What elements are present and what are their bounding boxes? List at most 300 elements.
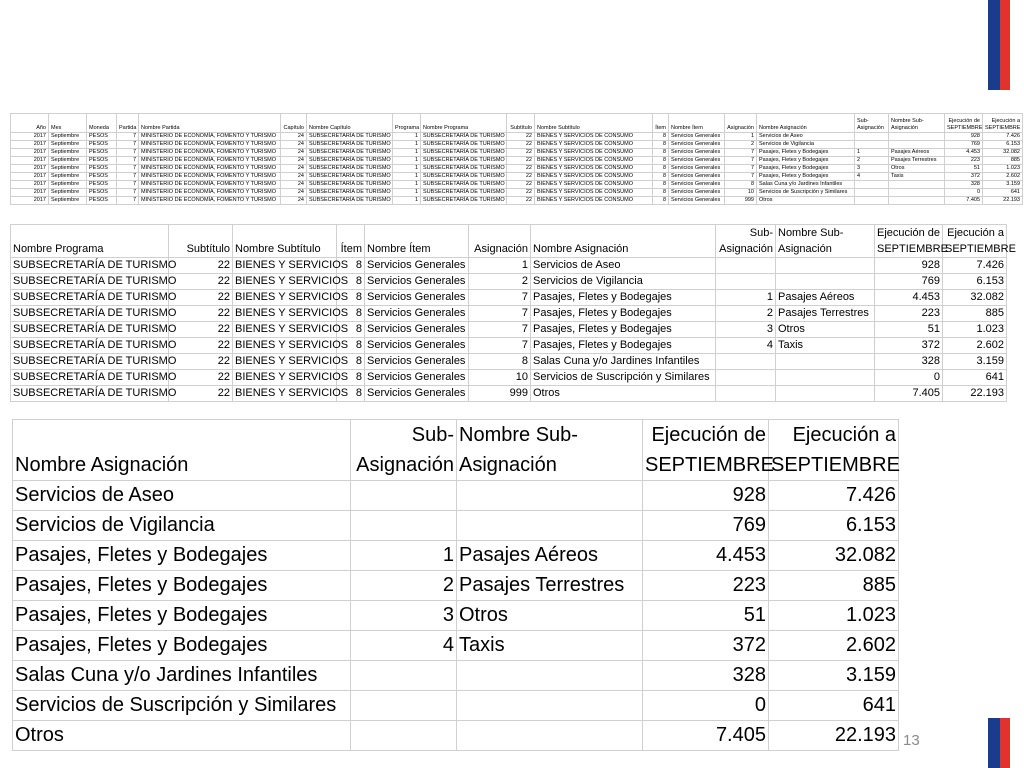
table-cell: 7 xyxy=(117,165,139,173)
table-row xyxy=(11,165,1023,173)
table-cell: BIENES Y SERVICIOS xyxy=(233,354,337,370)
table-cell: 24 xyxy=(281,197,307,205)
table-cell: Servicios Generales xyxy=(365,370,469,386)
table-cell: MINISTERIO DE ECONOMÍA, FOMENTO Y TURISMO xyxy=(139,141,281,149)
table-cell: Otros xyxy=(776,322,875,338)
table-cell: 1 xyxy=(469,258,531,274)
table-cell: 2.602 xyxy=(943,338,1007,354)
table-cell: SUBSECRETARÍA DE TURISMO xyxy=(307,189,393,197)
table-cell: Servicios de Vigilancia xyxy=(13,511,351,541)
table-cell: SUBSECRETARÍA DE TURISMO xyxy=(11,370,169,386)
table-cell: Servicios de Suscripción y Similares xyxy=(531,370,716,386)
table-cell: BIENES Y SERVICIOS xyxy=(233,306,337,322)
table-cell: 928 xyxy=(875,258,943,274)
table-cell: 7.405 xyxy=(643,721,769,751)
table-cell: 2017 xyxy=(11,165,49,173)
table-cell: 999 xyxy=(469,386,531,402)
column-header: Nombre Asignación xyxy=(757,114,855,133)
table-cell: 22 xyxy=(169,386,233,402)
table-cell: PESOS xyxy=(87,133,117,141)
table-cell: 1 xyxy=(393,133,421,141)
table-cell xyxy=(776,354,875,370)
table-cell: 7 xyxy=(117,181,139,189)
table-cell: 2 xyxy=(469,274,531,290)
table-cell: SUBSECRETARÍA DE TURISMO xyxy=(421,133,507,141)
table-cell: 8 xyxy=(337,354,365,370)
column-header: Partida xyxy=(117,114,139,133)
table-cell: 8 xyxy=(653,157,669,165)
table-cell: 999 xyxy=(725,197,757,205)
table-cell: Otros xyxy=(531,386,716,402)
table-cell: 7 xyxy=(469,290,531,306)
table-cell: 1 xyxy=(393,197,421,205)
table-cell: Septiembre xyxy=(49,189,87,197)
table-row xyxy=(13,481,899,511)
table-cell: 7 xyxy=(725,165,757,173)
table-cell: 24 xyxy=(281,189,307,197)
table-cell: 22 xyxy=(169,306,233,322)
table-cell: BIENES Y SERVICIOS xyxy=(233,370,337,386)
table-cell: 8 xyxy=(337,274,365,290)
table-cell xyxy=(776,258,875,274)
table-cell: 51 xyxy=(643,601,769,631)
table-cell: 8 xyxy=(469,354,531,370)
table-cell xyxy=(855,133,889,141)
table-cell: Septiembre xyxy=(49,133,87,141)
column-header: Capítulo xyxy=(281,114,307,133)
stripe-red xyxy=(1000,0,1010,90)
table-cell: BIENES Y SERVICIOS DE CONSUMO xyxy=(535,141,653,149)
small-data-table xyxy=(10,113,1023,205)
table-cell: Servicios Generales xyxy=(365,354,469,370)
column-header: Nombre Ítem xyxy=(669,114,725,133)
table-cell xyxy=(776,370,875,386)
table-cell xyxy=(889,181,945,189)
table-cell xyxy=(351,511,457,541)
table-cell: Servicios Generales xyxy=(365,322,469,338)
column-header: Subtítulo xyxy=(169,225,233,258)
table-cell: 328 xyxy=(875,354,943,370)
table-cell: 8 xyxy=(653,165,669,173)
table-cell: 2017 xyxy=(11,157,49,165)
table-row xyxy=(13,571,899,601)
medium-table-body xyxy=(11,258,1007,402)
table-cell: 8 xyxy=(653,197,669,205)
table-cell: Pasajes Terrestres xyxy=(776,306,875,322)
column-header: Nombre Subtítulo xyxy=(535,114,653,133)
table-cell: 2017 xyxy=(11,189,49,197)
table-cell: 4.453 xyxy=(875,290,943,306)
table-cell: 1 xyxy=(716,290,776,306)
table-cell: Servicios Generales xyxy=(365,306,469,322)
table-cell: Pasajes Aéreos xyxy=(889,149,945,157)
table-cell: 10 xyxy=(725,189,757,197)
table-cell: MINISTERIO DE ECONOMÍA, FOMENTO Y TURISMO xyxy=(139,173,281,181)
table-cell: 4.453 xyxy=(945,149,983,157)
table-cell: 1 xyxy=(351,541,457,571)
table-cell xyxy=(889,197,945,205)
table-cell: 372 xyxy=(945,173,983,181)
large-data-table xyxy=(12,419,899,751)
table-cell: MINISTERIO DE ECONOMÍA, FOMENTO Y TURISMO xyxy=(139,189,281,197)
column-header: Subtítulo xyxy=(507,114,535,133)
table-row xyxy=(11,149,1023,157)
table-cell xyxy=(457,661,643,691)
stripe-red-bottom xyxy=(1000,718,1010,768)
table-cell: 24 xyxy=(281,149,307,157)
column-header: Ejecución de SEPTIEMBRE xyxy=(875,225,943,258)
table-cell: Otros xyxy=(889,165,945,173)
table-cell: 32.082 xyxy=(769,541,899,571)
table-cell xyxy=(457,721,643,751)
table-cell: 8 xyxy=(653,149,669,157)
table-cell: Servicios Generales xyxy=(365,274,469,290)
table-cell: 1 xyxy=(393,165,421,173)
table-cell: Septiembre xyxy=(49,157,87,165)
table-cell: 1.023 xyxy=(983,165,1023,173)
table-cell: Septiembre xyxy=(49,141,87,149)
table-cell: 8 xyxy=(337,338,365,354)
table-cell: 3.159 xyxy=(769,661,899,691)
table-cell: 2017 xyxy=(11,197,49,205)
table-cell: 8 xyxy=(653,189,669,197)
table-cell: 7.426 xyxy=(983,133,1023,141)
table-cell: 0 xyxy=(945,189,983,197)
table-cell: 7 xyxy=(725,173,757,181)
column-header: Nombre Partida xyxy=(139,114,281,133)
table-cell: BIENES Y SERVICIOS xyxy=(233,290,337,306)
table-cell: 8 xyxy=(725,181,757,189)
table-cell: Septiembre xyxy=(49,181,87,189)
table-cell: 8 xyxy=(337,386,365,402)
table-cell: SUBSECRETARÍA DE TURISMO xyxy=(421,165,507,173)
table-cell: 6.153 xyxy=(769,511,899,541)
table-cell: PESOS xyxy=(87,173,117,181)
table-cell: 3.159 xyxy=(943,354,1007,370)
table-cell: BIENES Y SERVICIOS DE CONSUMO xyxy=(535,189,653,197)
table-cell: Salas Cuna y/o Jardines Infantiles xyxy=(13,661,351,691)
table-cell: 22 xyxy=(507,141,535,149)
table-cell: 7 xyxy=(117,189,139,197)
table-row xyxy=(11,133,1023,141)
table-cell: BIENES Y SERVICIOS xyxy=(233,322,337,338)
table-cell: SUBSECRETARÍA DE TURISMO xyxy=(307,149,393,157)
table-cell: 2017 xyxy=(11,149,49,157)
table-cell: 641 xyxy=(943,370,1007,386)
table-cell: Pasajes Aéreos xyxy=(776,290,875,306)
corner-flag-stripe xyxy=(988,0,1010,90)
table-cell: 8 xyxy=(337,306,365,322)
table-cell: PESOS xyxy=(87,189,117,197)
table-row xyxy=(11,157,1023,165)
table-cell: 1 xyxy=(393,189,421,197)
table-cell: Servicios de Aseo xyxy=(531,258,716,274)
table-row xyxy=(11,189,1023,197)
table-cell: 22 xyxy=(507,197,535,205)
table-cell: 22.193 xyxy=(983,197,1023,205)
table-cell: Taxis xyxy=(457,631,643,661)
table-cell xyxy=(855,189,889,197)
table-cell: Servicios Generales xyxy=(669,173,725,181)
table-row xyxy=(11,386,1007,402)
table-cell: BIENES Y SERVICIOS xyxy=(233,274,337,290)
table-row xyxy=(11,354,1007,370)
table-cell: 24 xyxy=(281,133,307,141)
table-cell: MINISTERIO DE ECONOMÍA, FOMENTO Y TURISMO xyxy=(139,181,281,189)
table-cell: 7 xyxy=(725,157,757,165)
table-row xyxy=(13,631,899,661)
table-cell: 8 xyxy=(337,370,365,386)
table-row xyxy=(13,511,899,541)
table-cell: SUBSECRETARÍA DE TURISMO xyxy=(307,197,393,205)
table-cell: 4.453 xyxy=(643,541,769,571)
table-cell: Servicios Generales xyxy=(365,338,469,354)
table-cell: SUBSECRETARÍA DE TURISMO xyxy=(421,181,507,189)
table-cell: MINISTERIO DE ECONOMÍA, FOMENTO Y TURISMO xyxy=(139,149,281,157)
table-cell: 372 xyxy=(643,631,769,661)
table-cell: 24 xyxy=(281,165,307,173)
table-cell: Servicios Generales xyxy=(669,133,725,141)
table-cell: Septiembre xyxy=(49,149,87,157)
column-header: Nombre Ítem xyxy=(365,225,469,258)
table-cell: Septiembre xyxy=(49,165,87,173)
medium-data-table xyxy=(10,224,1016,402)
table-cell: 22 xyxy=(507,157,535,165)
table-cell: Pasajes, Fletes y Bodegajes xyxy=(757,149,855,157)
table-cell: 4 xyxy=(351,631,457,661)
table-cell: PESOS xyxy=(87,197,117,205)
table-cell: 4 xyxy=(716,338,776,354)
table-cell: BIENES Y SERVICIOS DE CONSUMO xyxy=(535,173,653,181)
table-cell: 1 xyxy=(393,181,421,189)
table-cell: Septiembre xyxy=(49,173,87,181)
table-cell: SUBSECRETARÍA DE TURISMO xyxy=(11,322,169,338)
table-cell: 8 xyxy=(337,322,365,338)
small-table-header-row xyxy=(11,114,1023,133)
table-cell: SUBSECRETARÍA DE TURISMO xyxy=(307,133,393,141)
table-cell: SUBSECRETARÍA DE TURISMO xyxy=(11,386,169,402)
table-cell xyxy=(855,197,889,205)
table-cell: Servicios Generales xyxy=(669,181,725,189)
table-cell: 22 xyxy=(169,274,233,290)
table-cell: 928 xyxy=(643,481,769,511)
table-cell: SUBSECRETARÍA DE TURISMO xyxy=(307,141,393,149)
table-cell: 22 xyxy=(169,354,233,370)
table-cell: BIENES Y SERVICIOS xyxy=(233,258,337,274)
table-cell: 3 xyxy=(855,165,889,173)
table-cell: 0 xyxy=(875,370,943,386)
table-cell: 22 xyxy=(507,181,535,189)
table-cell: Servicios de Aseo xyxy=(13,481,351,511)
table-cell: 7 xyxy=(117,149,139,157)
table-cell: Servicios Generales xyxy=(669,149,725,157)
corner-flag-stripe-bottom xyxy=(988,718,1010,768)
table-cell: 885 xyxy=(983,157,1023,165)
table-cell: Taxis xyxy=(776,338,875,354)
table-cell xyxy=(457,511,643,541)
table-cell: SUBSECRETARÍA DE TURISMO xyxy=(307,173,393,181)
table-cell xyxy=(716,354,776,370)
table-cell: 22 xyxy=(169,322,233,338)
table-cell: 22 xyxy=(507,189,535,197)
table-cell: 8 xyxy=(337,258,365,274)
table-cell: SUBSECRETARÍA DE TURISMO xyxy=(421,149,507,157)
table-cell: 223 xyxy=(643,571,769,601)
table-cell: Salas Cuna y/o Jardines Infantiles xyxy=(757,181,855,189)
table-cell: PESOS xyxy=(87,141,117,149)
table-cell: 0 xyxy=(643,691,769,721)
table-cell xyxy=(351,661,457,691)
table-row xyxy=(11,370,1007,386)
table-cell: 7 xyxy=(725,149,757,157)
table-row xyxy=(11,258,1007,274)
table-cell: Pasajes Terrestres xyxy=(457,571,643,601)
table-cell: 24 xyxy=(281,181,307,189)
table-cell xyxy=(776,386,875,402)
large-table-header-row xyxy=(13,420,899,481)
table-cell: 8 xyxy=(653,141,669,149)
table-cell: 51 xyxy=(875,322,943,338)
table-cell: 7 xyxy=(117,141,139,149)
table-cell: SUBSECRETARÍA DE TURISMO xyxy=(11,274,169,290)
table-cell: Pasajes, Fletes y Bodegajes xyxy=(531,290,716,306)
table-cell: 7 xyxy=(117,197,139,205)
table-cell: 2017 xyxy=(11,173,49,181)
table-cell: Servicios Generales xyxy=(669,157,725,165)
table-cell: MINISTERIO DE ECONOMÍA, FOMENTO Y TURISMO xyxy=(139,197,281,205)
table-cell xyxy=(351,481,457,511)
table-cell: 1 xyxy=(725,133,757,141)
column-header: Ejecución a SEPTIEMBRE xyxy=(943,225,1007,258)
table-cell: 22 xyxy=(507,173,535,181)
table-cell: MINISTERIO DE ECONOMÍA, FOMENTO Y TURISMO xyxy=(139,157,281,165)
table-cell: Servicios Generales xyxy=(669,189,725,197)
table-cell: Servicios Generales xyxy=(365,290,469,306)
table-cell xyxy=(855,141,889,149)
table-cell xyxy=(889,133,945,141)
table-cell: 328 xyxy=(945,181,983,189)
table-cell: 328 xyxy=(643,661,769,691)
table-cell: 8 xyxy=(653,133,669,141)
table-cell: SUBSECRETARÍA DE TURISMO xyxy=(11,258,169,274)
table-cell: BIENES Y SERVICIOS DE CONSUMO xyxy=(535,133,653,141)
table-cell: 7 xyxy=(117,173,139,181)
table-cell: Servicios Generales xyxy=(669,165,725,173)
table-cell: Pasajes Terrestres xyxy=(889,157,945,165)
table-cell: 32.082 xyxy=(943,290,1007,306)
column-header: Asignación xyxy=(725,114,757,133)
table-cell: 1 xyxy=(393,173,421,181)
table-cell: 22.193 xyxy=(943,386,1007,402)
table-cell xyxy=(855,181,889,189)
column-header: Nombre Asignación xyxy=(13,420,351,481)
table-cell: 641 xyxy=(983,189,1023,197)
column-header: Nombre Sub-Asignación xyxy=(889,114,945,133)
table-cell: Servicios Generales xyxy=(669,141,725,149)
table-cell: 2017 xyxy=(11,141,49,149)
table-row xyxy=(11,141,1023,149)
table-cell: PESOS xyxy=(87,181,117,189)
column-header: Nombre Programa xyxy=(11,225,169,258)
table-cell: 32.082 xyxy=(983,149,1023,157)
table-cell: 3.159 xyxy=(983,181,1023,189)
table-cell: 372 xyxy=(875,338,943,354)
table-cell: SUBSECRETARÍA DE TURISMO xyxy=(11,338,169,354)
column-header: Nombre Subtítulo xyxy=(233,225,337,258)
column-header: Año xyxy=(11,114,49,133)
table-cell: Pasajes, Fletes y Bodegajes xyxy=(757,157,855,165)
table-row xyxy=(13,541,899,571)
table-cell: 8 xyxy=(653,173,669,181)
table-cell: 3 xyxy=(716,322,776,338)
table-cell: 7.426 xyxy=(769,481,899,511)
table-cell: 22 xyxy=(169,370,233,386)
page-number: 13 xyxy=(903,732,920,749)
table-cell: 769 xyxy=(643,511,769,541)
table-cell: Pasajes, Fletes y Bodegajes xyxy=(531,338,716,354)
table-cell: MINISTERIO DE ECONOMÍA, FOMENTO Y TURISMO xyxy=(139,133,281,141)
table-cell: BIENES Y SERVICIOS xyxy=(233,386,337,402)
table-cell xyxy=(716,258,776,274)
column-header: Sub-Asignación xyxy=(855,114,889,133)
table-cell: Servicios de Suscripción y Similares xyxy=(757,189,855,197)
table-cell: Servicios Generales xyxy=(669,197,725,205)
table-cell: Pasajes, Fletes y Bodegajes xyxy=(757,173,855,181)
table-cell: Taxis xyxy=(889,173,945,181)
table-cell xyxy=(457,691,643,721)
table-row xyxy=(13,691,899,721)
column-header: Mes xyxy=(49,114,87,133)
table-cell: 24 xyxy=(281,141,307,149)
column-header: Asignación xyxy=(469,225,531,258)
table-cell: 7 xyxy=(117,133,139,141)
table-cell: Otros xyxy=(457,601,643,631)
table-cell: 24 xyxy=(281,157,307,165)
table-cell: SUBSECRETARÍA DE TURISMO xyxy=(421,157,507,165)
table-cell: 2017 xyxy=(11,181,49,189)
table-cell: 8 xyxy=(653,181,669,189)
column-header: Programa xyxy=(393,114,421,133)
table-row xyxy=(11,338,1007,354)
table-cell xyxy=(457,481,643,511)
stripe-blue-bottom xyxy=(988,718,1000,768)
table-cell: 2017 xyxy=(11,133,49,141)
table-cell: 22.193 xyxy=(769,721,899,751)
table-cell: Servicios de Aseo xyxy=(757,133,855,141)
table-cell: Servicios de Vigilancia xyxy=(531,274,716,290)
table-cell: 7 xyxy=(469,322,531,338)
table-cell xyxy=(889,141,945,149)
table-cell: 22 xyxy=(507,133,535,141)
table-cell: 7.405 xyxy=(875,386,943,402)
table-cell: 24 xyxy=(281,173,307,181)
table-cell: 2 xyxy=(725,141,757,149)
column-header: Sub-Asignación xyxy=(351,420,457,481)
table-cell: PESOS xyxy=(87,165,117,173)
column-header: Moneda xyxy=(87,114,117,133)
column-header: Sub-Asignación xyxy=(716,225,776,258)
table-cell xyxy=(351,691,457,721)
table-row xyxy=(13,721,899,751)
table-cell: 1.023 xyxy=(769,601,899,631)
column-header: Nombre Asignación xyxy=(531,225,716,258)
table-cell: BIENES Y SERVICIOS DE CONSUMO xyxy=(535,197,653,205)
table-cell: 22 xyxy=(507,165,535,173)
table-cell: Pasajes, Fletes y Bodegajes xyxy=(531,322,716,338)
table-cell: 51 xyxy=(945,165,983,173)
table-cell: Otros xyxy=(13,721,351,751)
table-cell: Pasajes, Fletes y Bodegajes xyxy=(13,571,351,601)
